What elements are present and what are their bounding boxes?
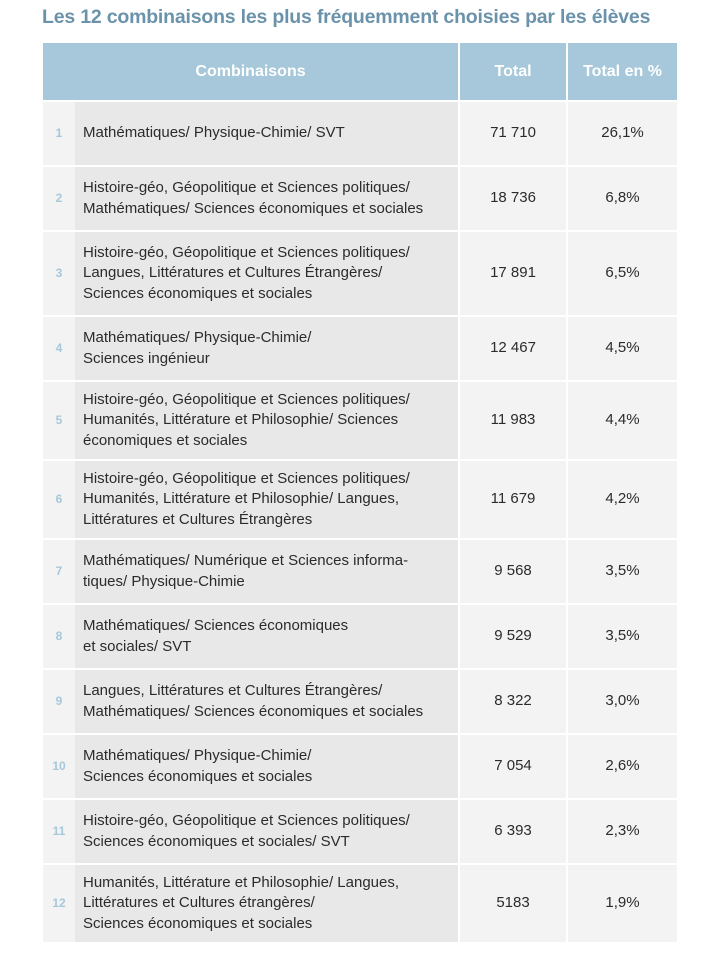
combination-cell: Mathématiques/ Sciences économiques et sociales/ SVT [75,605,460,670]
combination-cell: Histoire-géo, Géopolitique et Sciences politiques/ Humanités, Littérature et Philosophie/ Langues, Littératures et Cultures Étrangères [75,461,460,540]
percent-cell: 2,6% [568,735,677,800]
table-header-row [43,43,677,102]
header-total: Total [460,43,568,102]
table-row [43,735,677,800]
combination-cell: Mathématiques/ Physique-Chimie/ SVT [75,102,460,167]
total-cell: 5183 [460,865,568,944]
combination-cell: Histoire-géo, Géopolitique et Sciences politiques/ Sciences économiques et sociales/ SVT [75,800,460,865]
combination-cell: Mathématiques/ Numérique et Sciences informa- tiques/ Physique-Chimie [75,540,460,605]
table-row [43,382,677,461]
rank-cell: 6 [43,461,75,540]
table-row [43,232,677,317]
rank-cell: 11 [43,800,75,865]
rank-cell: 9 [43,670,75,735]
table-row [43,102,677,167]
total-cell: 11 983 [460,382,568,461]
total-cell: 71 710 [460,102,568,167]
percent-cell: 26,1% [568,102,677,167]
rank-cell: 10 [43,735,75,800]
total-cell: 7 054 [460,735,568,800]
percent-cell: 2,3% [568,800,677,865]
table-row [43,461,677,540]
table-row [43,605,677,670]
percent-cell: 3,5% [568,605,677,670]
rank-cell: 1 [43,102,75,167]
percent-cell: 4,2% [568,461,677,540]
percent-cell: 4,4% [568,382,677,461]
combination-cell: Histoire-géo, Géopolitique et Sciences politiques/ Humanités, Littérature et Philosophie/ Sciences économiques et sociales [75,382,460,461]
percent-cell: 4,5% [568,317,677,382]
table-row [43,865,677,944]
combination-cell: Humanités, Littérature et Philosophie/ Langues, Littératures et Cultures étrangères/ Sciences économiques et sociales [75,865,460,944]
combinations-table [43,43,677,944]
header-total-percent: Total en % [568,43,677,102]
rank-cell: 8 [43,605,75,670]
table-row [43,317,677,382]
combination-cell: Mathématiques/ Physique-Chimie/ Sciences économiques et sociales [75,735,460,800]
table-row [43,670,677,735]
header-combinaisons: Combinaisons [43,43,460,102]
total-cell: 9 529 [460,605,568,670]
total-cell: 12 467 [460,317,568,382]
total-cell: 11 679 [460,461,568,540]
combination-cell: Histoire-géo, Géopolitique et Sciences politiques/ Mathématiques/ Sciences économiques et sociales [75,167,460,232]
percent-cell: 6,5% [568,232,677,317]
rank-cell: 2 [43,167,75,232]
combination-cell: Langues, Littératures et Cultures Étrangères/ Mathématiques/ Sciences économiques et sociales [75,670,460,735]
percent-cell: 1,9% [568,865,677,944]
total-cell: 17 891 [460,232,568,317]
rank-cell: 5 [43,382,75,461]
total-cell: 6 393 [460,800,568,865]
percent-cell: 3,0% [568,670,677,735]
percent-cell: 6,8% [568,167,677,232]
total-cell: 18 736 [460,167,568,232]
total-cell: 9 568 [460,540,568,605]
rank-cell: 7 [43,540,75,605]
chart-title: Les 12 combinaisons les plus fréquemment choisies par les élèves [42,6,651,28]
rank-cell: 12 [43,865,75,944]
total-cell: 8 322 [460,670,568,735]
rank-cell: 3 [43,232,75,317]
table-body [43,102,677,944]
table-row [43,800,677,865]
rank-cell: 4 [43,317,75,382]
table-row [43,167,677,232]
combination-cell: Mathématiques/ Physique-Chimie/ Sciences ingénieur [75,317,460,382]
combination-cell: Histoire-géo, Géopolitique et Sciences politiques/ Langues, Littératures et Cultures Étrangères/ Sciences économiques et sociales [75,232,460,317]
percent-cell: 3,5% [568,540,677,605]
table-row [43,540,677,605]
